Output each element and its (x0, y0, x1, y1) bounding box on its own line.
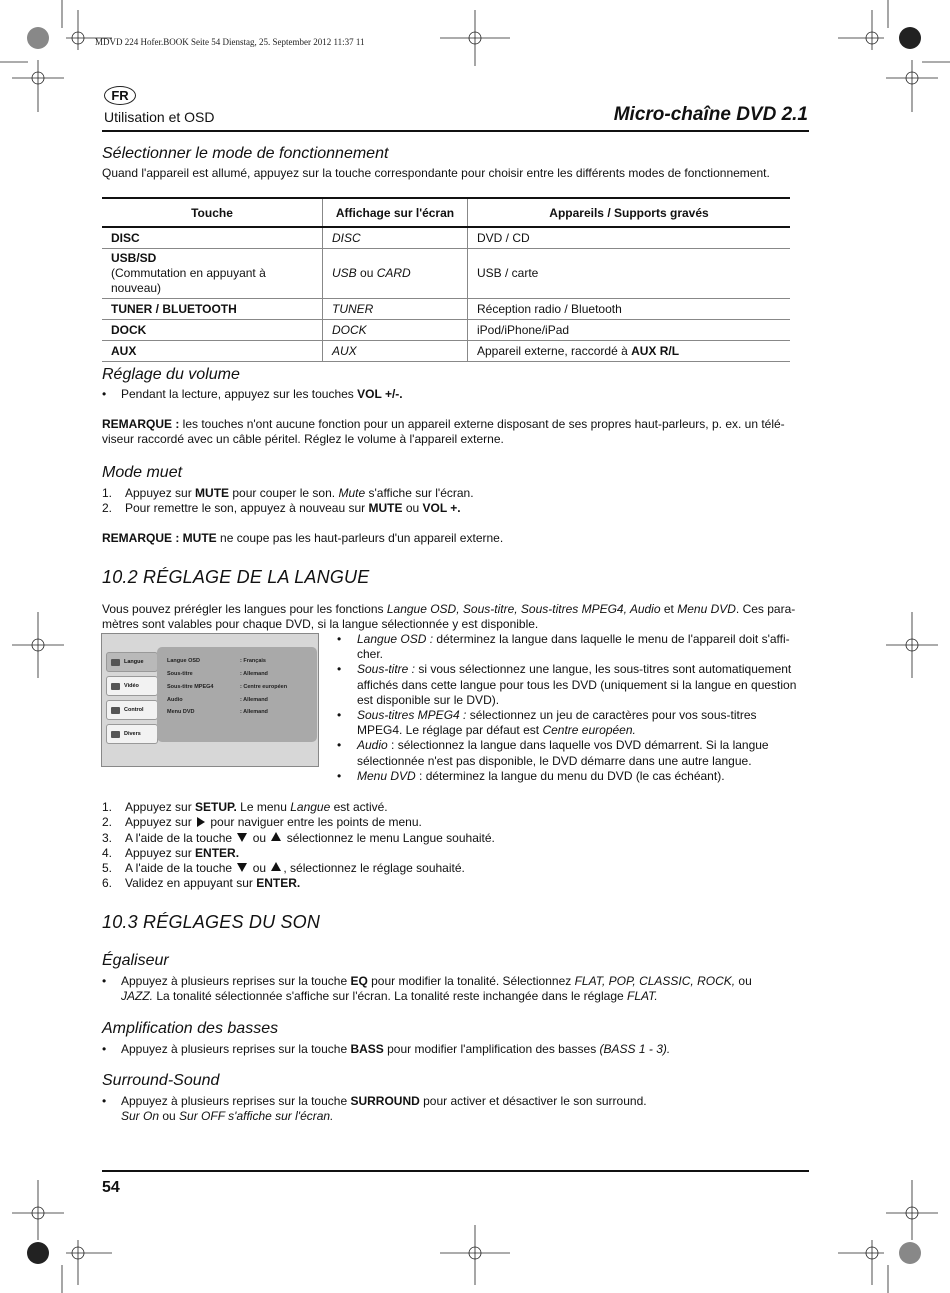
osd-tab-language: Langue (106, 652, 158, 672)
table-header: Appareils / Supports gravés (468, 198, 791, 227)
arrow-down-icon (237, 833, 247, 842)
osd-row-value: : Allemand (240, 709, 268, 715)
language-steps (102, 800, 495, 892)
heading-surround: Surround-Sound (102, 1072, 220, 1089)
osd-row-value: : Allemand (240, 671, 268, 677)
speaker-icon (111, 659, 120, 666)
osd-row-label: Langue OSD (167, 658, 201, 664)
mode-table (102, 197, 790, 362)
heading-equalizer: Égaliseur (102, 952, 169, 969)
list-item: 2. Pour remettre le son, appuyez à nouveau sur MUTE ou VOL +. (102, 501, 461, 515)
table-cell-display: TUNER (323, 299, 468, 320)
osd-language-screenshot (101, 633, 319, 767)
list-item: 6. Validez en appuyant sur ENTER. (102, 876, 301, 891)
list-item: • Sous-titres MPEG4 : sélectionnez un jeu de caractères pour vos sous-titres MPEG4. Le réglage par défaut est Centre européen. (337, 708, 757, 738)
language-intro: Vous pouvez prérégler les langues pour les fonctions Langue OSD, Sous-titre, Sous-titres MPEG4, Audio et Menu DVD. Ces para- mètres sont valables pour chaque DVD, si la langue sélectionnée y est disponible. (102, 602, 796, 631)
mute-steps (102, 486, 810, 516)
osd-row-value: : Centre européen (240, 684, 288, 690)
osd-panel (157, 647, 317, 742)
osd-row-value: : Français (240, 658, 266, 664)
list-item: 1. Appuyez sur MUTE pour couper le son. Mute s'affiche sur l'écran. (102, 486, 474, 500)
list-item: 5. A l'aide de la touche ou , sélectionnez le réglage souhaité. (102, 861, 465, 876)
header-rule (102, 130, 809, 132)
heading-bass: Amplification des basses (102, 1020, 279, 1037)
mode-intro: Quand l'appareil est allumé, appuyez sur la touche correspondante pour choisir entre les différents modes de fonctionnement. (102, 166, 770, 180)
arrow-down-icon (237, 863, 247, 872)
list-item: 3. A l'aide de la touche ou sélectionnez le menu Langue souhaité. (102, 830, 495, 845)
screen-icon (111, 683, 120, 690)
table-cell-key: DOCK (102, 320, 323, 341)
osd-tab-control: Control (106, 700, 158, 720)
osd-tab-misc: Divers (106, 724, 158, 744)
print-slug: MDVD 224 Hofer.BOOK Seite 54 Dienstag, 25. September 2012 11:37 11 (95, 37, 365, 47)
heading-sound: 10.3 RÉGLAGES DU SON (102, 912, 321, 932)
mute-note: REMARQUE : MUTE ne coupe pas les haut-parleurs d'un appareil externe. (102, 531, 504, 545)
table-row (102, 249, 790, 299)
arrow-right-icon (197, 817, 205, 827)
volume-bullet: • Pendant la lecture, appuyez sur les touches VOL +/-. (102, 387, 403, 401)
table-row (102, 341, 790, 362)
list-item: • Menu DVD : déterminez la langue du menu du DVD (le cas échéant). (337, 768, 725, 783)
footer-rule (102, 1170, 809, 1172)
list-item: • Langue OSD : déterminez la langue dans laquelle le menu de l'appareil doit s'affi- cher. (337, 632, 790, 662)
language-badge: FR (104, 86, 136, 105)
table-header-row (102, 198, 790, 227)
table-cell-key: AUX (102, 341, 323, 362)
arrow-up-icon (271, 862, 281, 871)
table-cell-device: Appareil externe, raccordé à AUX R/L (468, 341, 791, 362)
volume-note: REMARQUE : les touches n'ont aucune fonction pour un appareil externe disposant de ses propres haut-parleurs, p. ex. un télé- viseur raccordé avec un câble péritel. Réglez le volume à l'appareil externe. (102, 417, 785, 446)
list-item: 4. Appuyez sur ENTER. (102, 845, 240, 860)
surround-bullet: • Appuyez à plusieurs reprises sur la touche SURROUND pour activer et désactiver le son surround. Sur On ou Sur OFF s'affiche sur l'écran. (102, 1094, 647, 1123)
arrow-up-icon (271, 832, 281, 841)
table-row (102, 320, 790, 341)
header-section-title: Utilisation et OSD (104, 109, 215, 125)
osd-row-label: Menu DVD (167, 709, 195, 715)
table-cell-display: USB ou CARD (323, 249, 468, 299)
list-item: 1. Appuyez sur SETUP. Le menu Langue est activé. (102, 800, 388, 814)
osd-row-value: : Allemand (240, 697, 268, 703)
bass-bullet: • Appuyez à plusieurs reprises sur la touche BASS pour modifier l'amplification des basses (BASS 1 - 3). (102, 1042, 671, 1056)
table-header: Affichage sur l'écran (323, 198, 468, 227)
osd-tab-video: Vidéo (106, 676, 158, 696)
table-cell-display: AUX (323, 341, 468, 362)
table-cell-device: USB / carte (468, 249, 791, 299)
language-options-list (337, 632, 812, 784)
page-number: 54 (102, 1179, 120, 1196)
equalizer-bullet: • Appuyez à plusieurs reprises sur la touche EQ pour modifier la tonalité. Sélectionnez FLAT, POP, CLASSIC, ROCK, ou JAZZ. La tonalité sélectionnée s'affiche sur l'écran. La tonalité reste inchangée dans le réglage FLAT. (102, 974, 752, 1003)
osd-row-label: Sous-titre (167, 671, 193, 677)
heading-language: 10.2 RÉGLAGE DE LA LANGUE (102, 567, 370, 587)
table-cell-device: DVD / CD (468, 227, 791, 249)
table-cell-key: DISC (102, 227, 323, 249)
lock-icon (111, 707, 120, 714)
list-item: • Sous-titre : si vous sélectionnez une langue, les sous-titres sont automatiquement affichés dans cette langue pour tous les DVD (uniquement si la langue en question est disponible sur le DVD). (337, 662, 797, 707)
device-icon (111, 731, 120, 738)
table-cell-device: iPod/iPhone/iPad (468, 320, 791, 341)
table-cell-display: DISC (323, 227, 468, 249)
osd-row-label: Sous-titre MPEG4 (167, 684, 214, 690)
list-item: 2. Appuyez sur pour naviguer entre les points de menu. (102, 815, 422, 830)
heading-mode: Sélectionner le mode de fonctionnement (102, 145, 389, 162)
heading-volume: Réglage du volume (102, 366, 240, 383)
table-cell-device: Réception radio / Bluetooth (468, 299, 791, 320)
list-item: • Audio : sélectionnez la langue dans laquelle vos DVD démarrent. Si la langue sélectionnée n'est pas disponible, le DVD démarre dans une autre langue. (337, 738, 769, 768)
osd-sidebar (106, 652, 158, 748)
table-cell-display: DOCK (323, 320, 468, 341)
table-cell-key: USB/SD (Commutation en appuyant à nouveau) (102, 249, 323, 299)
table-row (102, 299, 790, 320)
table-header: Touche (102, 198, 323, 227)
osd-row-label: Audio (167, 697, 183, 703)
table-cell-key: TUNER / BLUETOOTH (102, 299, 323, 320)
header-product-title: Micro-chaîne DVD 2.1 (613, 104, 808, 125)
table-row (102, 227, 790, 249)
heading-mute: Mode muet (102, 464, 183, 481)
